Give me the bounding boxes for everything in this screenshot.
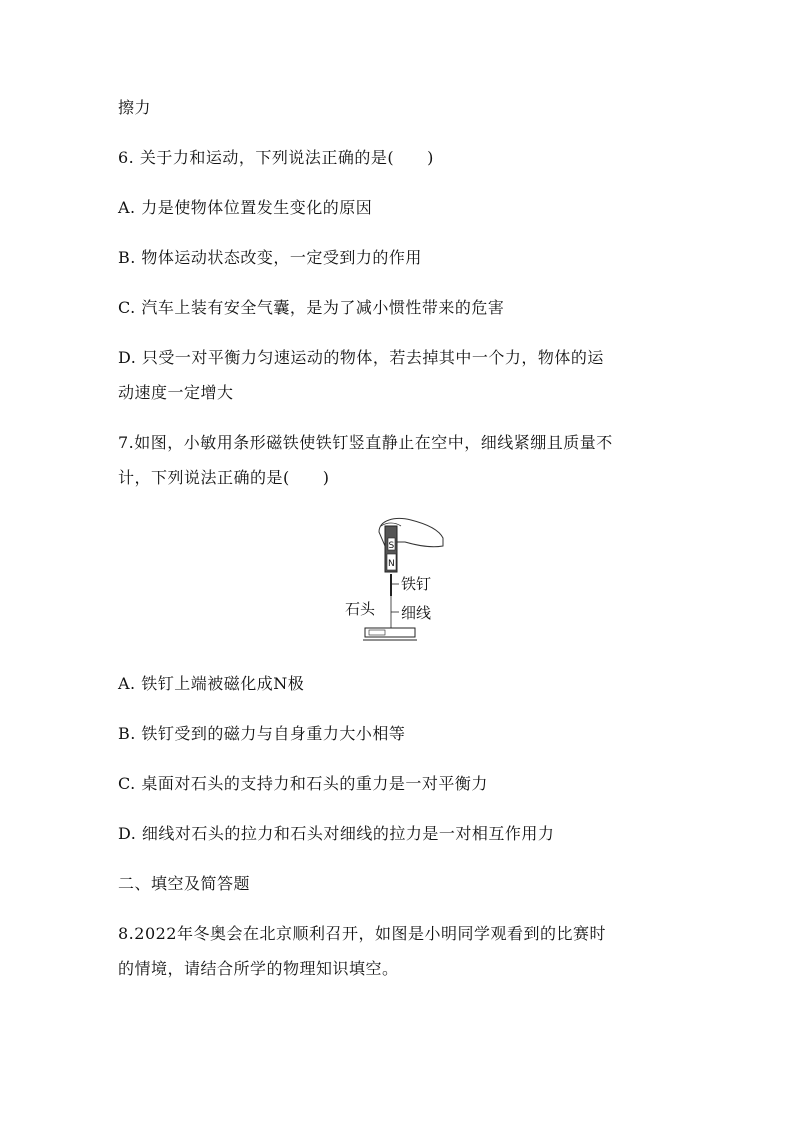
section-heading-fill-in: 二、填空及简答题 <box>118 874 251 893</box>
question-7-option-c: C. 桌面对石头的支持力和石头的重力是一对平衡力 <box>118 774 488 793</box>
question-8-stem: 8.2022年冬奥会在北京顺利召开，如图是小明同学观看到的比赛时 <box>118 924 606 943</box>
magnet-nail-diagram <box>335 512 455 648</box>
question-6-option-c: C. 汽车上装有安全气囊，是为了减小惯性带来的危害 <box>118 298 505 317</box>
magnet-pole-s: S <box>388 541 395 551</box>
label-stone: 石头 <box>345 600 376 618</box>
magnet-pole-n: N <box>388 559 395 569</box>
question-7-stem-cont: 计，下列说法正确的是( ) <box>118 468 330 487</box>
magnet-nail-figure <box>335 512 455 648</box>
question-7-option-b: B. 铁钉受到的磁力与自身重力大小相等 <box>118 724 406 743</box>
question-7-stem: 7.如图，小敏用条形磁铁使铁钉竖直静止在空中，细线紧绷且质量不 <box>118 433 613 452</box>
question-8-stem-cont: 的情境，请结合所学的物理知识填空。 <box>118 959 399 978</box>
question-6-option-d-cont: 动速度一定增大 <box>118 383 234 402</box>
question-6-stem: 6. 关于力和运动，下列说法正确的是( ) <box>118 148 434 167</box>
question-6-option-d: D. 只受一对平衡力匀速运动的物体，若去掉其中一个力，物体的运 <box>118 348 604 367</box>
label-nail: 铁钉 <box>401 575 432 593</box>
label-thread: 细线 <box>401 604 432 622</box>
question-6-option-a: A. 力是使物体位置发生变化的原因 <box>118 198 373 217</box>
text-line-1: 擦力 <box>118 98 152 117</box>
question-6-option-b: B. 物体运动状态改变，一定受到力的作用 <box>118 248 422 267</box>
question-7-option-a: A. 铁钉上端被磁化成N极 <box>118 674 305 693</box>
question-7-option-d: D. 细线对石头的拉力和石头对细线的拉力是一对相互作用力 <box>118 824 555 843</box>
